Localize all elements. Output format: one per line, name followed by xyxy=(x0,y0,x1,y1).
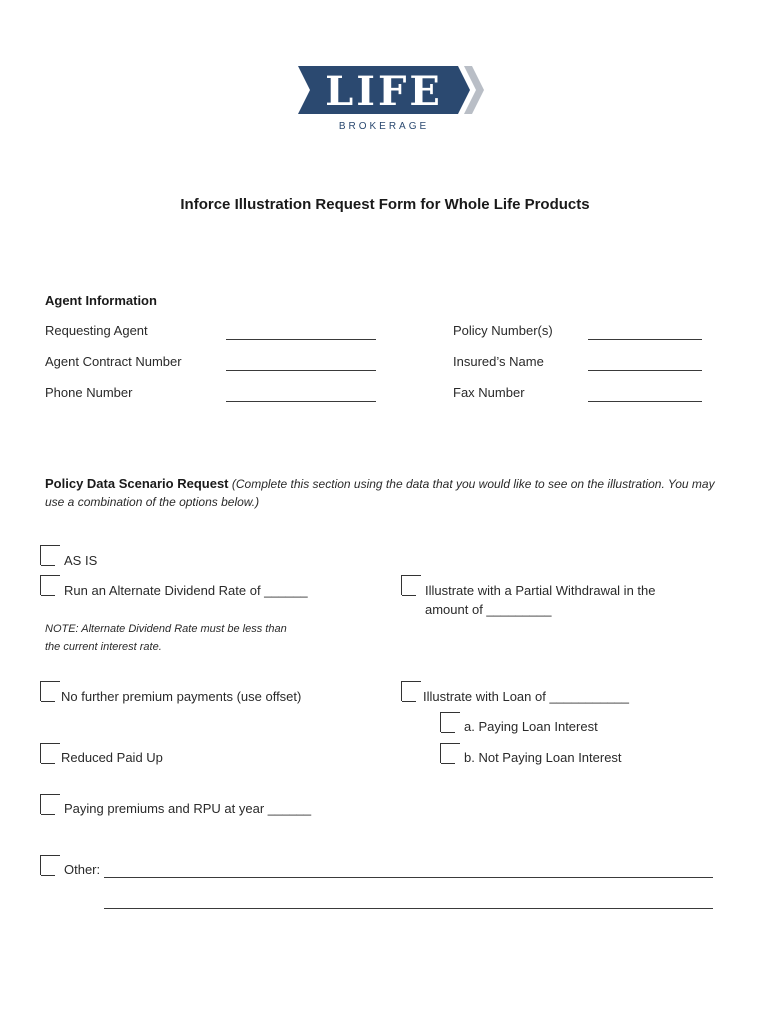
policy-scenario-instructions: (Complete this section using the data that you would like to see on the illustration. You may use a combination of the options below.) xyxy=(45,477,715,509)
form-title: Inforce Illustration Request Form for Whole Life Products xyxy=(180,196,590,213)
policy-scenario-heading: Policy Data Scenario Request xyxy=(45,476,229,491)
partial-withdrawal-label: Illustrate with a Partial Withdrawal in the xyxy=(425,583,656,598)
loan-not-paying-interest-label: b. Not Paying Loan Interest xyxy=(464,750,622,765)
partial-withdrawal-amount-label: amount of _________ xyxy=(425,602,552,617)
phone-number-label: Phone Number xyxy=(45,385,133,400)
agent-info-heading: Agent Information xyxy=(45,293,157,308)
no-premium-checkbox[interactable] xyxy=(40,681,60,701)
life-brokerage-logo xyxy=(288,64,484,134)
logo-word: LIFE xyxy=(325,68,443,115)
loan-not-paying-interest-checkbox[interactable] xyxy=(440,743,460,763)
no-premium-label: No further premium payments (use offset) xyxy=(61,689,302,704)
insured-name-label: Insured’s Name xyxy=(453,354,544,369)
partial-withdrawal-checkbox[interactable] xyxy=(401,575,421,595)
other-field-line-1[interactable] xyxy=(104,877,713,878)
loan-checkbox[interactable] xyxy=(401,681,421,701)
requesting-agent-label: Requesting Agent xyxy=(45,323,148,338)
requesting-agent-field[interactable] xyxy=(226,339,376,340)
rpu-checkbox[interactable] xyxy=(40,794,60,814)
phone-number-field[interactable] xyxy=(226,401,376,402)
agent-contract-label: Agent Contract Number xyxy=(45,354,182,369)
dividend-note-line-2: the current interest rate. xyxy=(45,641,162,653)
loan-label: Illustrate with Loan of ___________ xyxy=(423,689,629,704)
other-label: Other: xyxy=(64,862,101,877)
alt-dividend-label: Run an Alternate Dividend Rate of ______ xyxy=(64,583,308,598)
reduced-paid-up-label: Reduced Paid Up xyxy=(61,750,163,765)
loan-paying-interest-checkbox[interactable] xyxy=(440,712,460,732)
insured-name-field[interactable] xyxy=(588,370,702,371)
agent-contract-field[interactable] xyxy=(226,370,376,371)
dividend-note-line-1: NOTE: Alternate Dividend Rate must be less than xyxy=(45,623,287,635)
as-is-checkbox[interactable] xyxy=(40,545,60,565)
policy-scenario-description xyxy=(45,475,735,511)
loan-paying-interest-label: a. Paying Loan Interest xyxy=(464,719,598,734)
policy-number-label: Policy Number(s) xyxy=(453,323,553,338)
fax-number-label: Fax Number xyxy=(453,385,525,400)
other-checkbox[interactable] xyxy=(40,855,60,875)
alt-dividend-checkbox[interactable] xyxy=(40,575,60,595)
as-is-label: AS IS xyxy=(64,553,98,568)
fax-number-field[interactable] xyxy=(588,401,702,402)
rpu-label: Paying premiums and RPU at year ______ xyxy=(64,801,312,816)
other-field-line-2[interactable] xyxy=(104,908,713,909)
policy-number-field[interactable] xyxy=(588,339,702,340)
reduced-paid-up-checkbox[interactable] xyxy=(40,743,60,763)
logo-sub: BROKERAGE xyxy=(338,121,430,132)
